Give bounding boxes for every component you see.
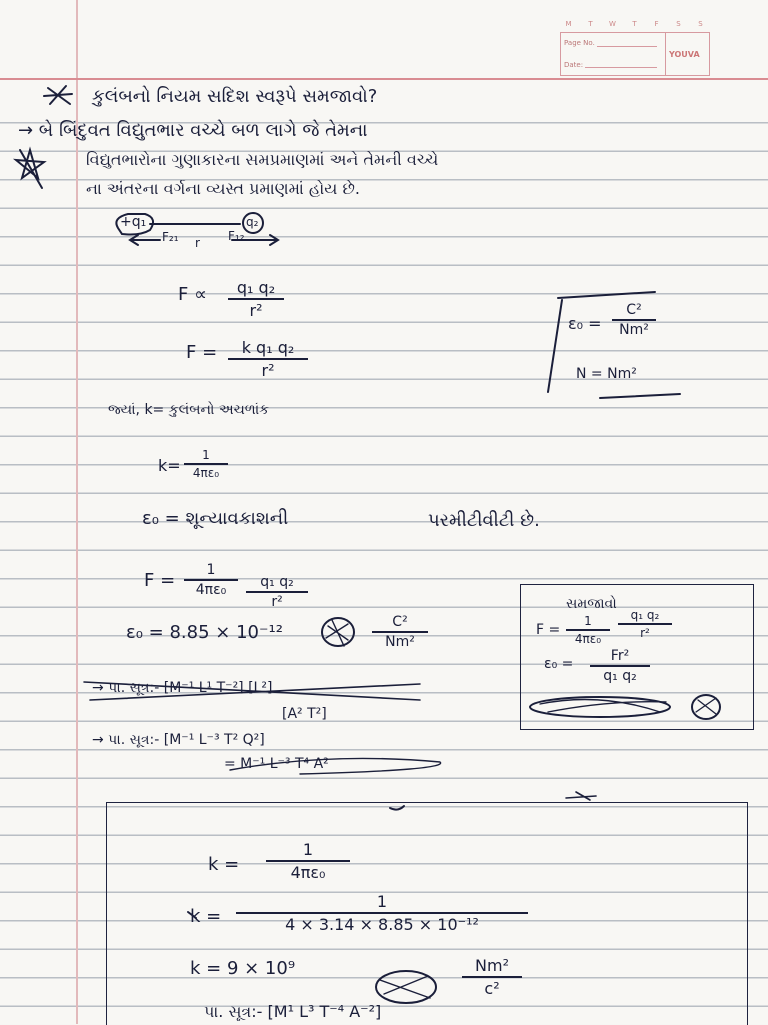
- day-label: W: [609, 20, 617, 28]
- equation: k = 9 × 10⁹: [190, 958, 296, 979]
- note-line: જ્યાં, k= કુલંબનો અચળાંક: [108, 402, 270, 418]
- force-label: F₁₂: [228, 229, 245, 243]
- note-line: → બે બિંદુવત વિદ્યુતભાર વચ્ચે બળ લાગે જે તેમના: [18, 120, 368, 141]
- fraction: k q₁ q₂ r²: [228, 338, 308, 380]
- note-line: ના અંતરના વર્ગના વ્યસ્ત પ્રમાણમાં હોય છે.: [86, 179, 360, 198]
- fraction: 1 4πε₀: [266, 840, 350, 882]
- fraction: q₁ q₂ r²: [246, 574, 308, 610]
- equation-lhs: k=: [158, 456, 181, 475]
- fraction: q₁ q₂ r²: [228, 278, 284, 320]
- note-line: ε₀ = શૂન્યાવકાશની: [142, 508, 289, 529]
- note-line: પરમીટીવીટી છે.: [428, 510, 540, 531]
- equation-lhs: F =: [144, 570, 176, 591]
- note-line: વિદ્યુતભારોના ગુણાકારના સમપ્રમાણમાં અને તેમની વચ્ચે: [86, 150, 439, 169]
- box-title: સમજાવો: [566, 596, 617, 612]
- fraction: 1 4πε₀: [566, 614, 610, 646]
- struck-line: → પા. સૂત્ર:- [M⁻¹ L¹ T⁻²] [L²]: [92, 680, 273, 696]
- heading-text: કુલંબનો નિયમ સદિશ સ્વરૂપે સમજાવો?: [92, 86, 378, 107]
- equation-lhs: k =: [208, 854, 240, 875]
- day-label: M: [565, 20, 573, 28]
- distance-label: r: [195, 236, 200, 250]
- fraction: Nm² c²: [462, 956, 522, 998]
- equation-lhs: k =: [190, 906, 222, 927]
- fraction: C² Nm²: [372, 614, 428, 650]
- fraction: C² Nm²: [612, 302, 656, 338]
- date-label: Date:: [564, 61, 584, 69]
- fraction: 1 4πε₀: [184, 448, 228, 480]
- side-note: ε₀ =: [568, 314, 602, 333]
- fraction: Fr² q₁ q₂: [590, 648, 650, 684]
- charge-label: +q₁: [120, 214, 147, 230]
- side-note: N = Nm²: [576, 366, 637, 382]
- scribble-icon: [566, 792, 596, 800]
- day-label: T: [588, 20, 594, 28]
- fraction: 1 4πε₀: [184, 562, 238, 598]
- day-label: F: [654, 20, 660, 28]
- equation-lhs: F =: [536, 622, 561, 638]
- page-no-label: Page No.: [564, 39, 595, 47]
- force-arrow-icon: [130, 235, 160, 245]
- equation-lhs: F ∝: [178, 284, 207, 305]
- dimension-line: → પા. સૂત્ર:- [M⁻¹ L⁻³ T² Q²]: [92, 732, 265, 748]
- dimension-line: = M⁻¹ L⁻³ T⁴ A²: [224, 756, 329, 772]
- star-mark-icon: [16, 150, 44, 188]
- charge-label: q₂: [246, 215, 259, 229]
- day-label: S: [698, 20, 704, 28]
- fraction: 1 4 × 3.14 × 8.85 × 10⁻¹²: [236, 892, 528, 934]
- equation-lhs: F =: [186, 342, 218, 363]
- equation-lhs: ε₀ =: [544, 656, 574, 672]
- struck-line: [A² T²]: [282, 706, 327, 722]
- star-mark-icon: [44, 86, 72, 104]
- fraction: q₁ q₂ r²: [618, 608, 672, 640]
- dimension-line: પા. સૂત્ર:- [M¹ L³ T⁻⁴ A⁻²]: [204, 1002, 382, 1021]
- force-label: F₂₁: [162, 230, 179, 244]
- day-label: T: [632, 20, 638, 28]
- day-label: S: [676, 20, 682, 28]
- equation: ε₀ = 8.85 × 10⁻¹²: [126, 622, 283, 643]
- brand-logo: YOUVA: [669, 50, 700, 59]
